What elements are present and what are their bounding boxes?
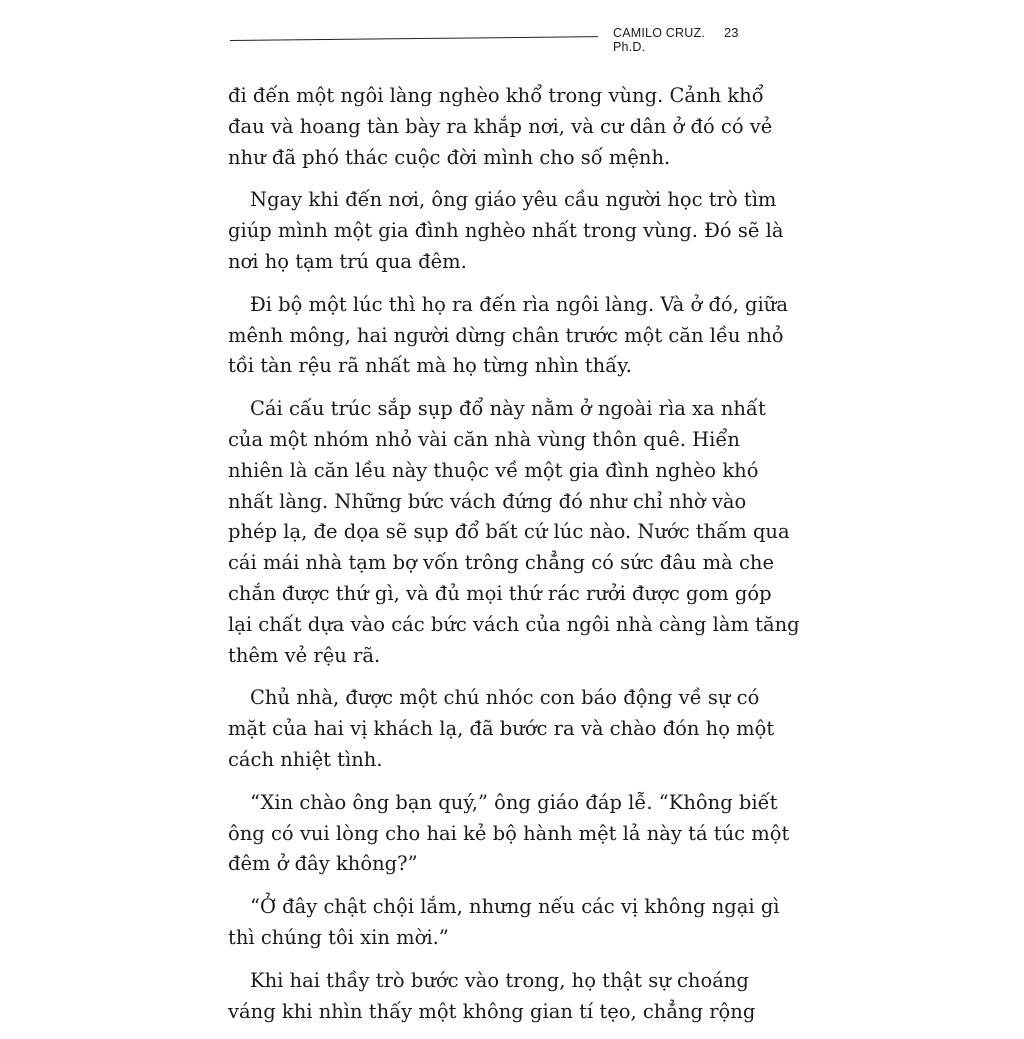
- text-line: thì chúng tôi xin mời.”: [228, 925, 449, 949]
- page-number: 23: [724, 25, 739, 40]
- text-line: phép lạ, đe dọa sẽ sụp đổ bất cứ lúc nào. Nước thấm qua: [228, 520, 790, 544]
- text-line: Ngay khi đến nơi, ông giáo yêu cầu người học trò tìm: [250, 188, 777, 212]
- text-line: thêm vẻ rệu rã.: [228, 643, 381, 667]
- text-line: Chủ nhà, được một chú nhóc con báo động về sự có: [250, 686, 760, 710]
- text-line: mặt của hai vị khách lạ, đã bước ra và chào đón họ một: [228, 717, 775, 741]
- header-rule: [230, 36, 598, 41]
- paragraph: [228, 788, 790, 880]
- header-author: CAMILO CRUZ. Ph.D.: [613, 26, 705, 54]
- paragraph: [228, 290, 788, 382]
- paragraph: [228, 892, 780, 954]
- text-line: tồi tàn rệu rã nhất mà họ từng nhìn thấy.: [228, 354, 632, 378]
- text-line: Cái cấu trúc sắp sụp đổ này nằm ở ngoài rìa xa nhất: [250, 397, 766, 421]
- text-line: cái mái nhà tạm bợ vốn trông chẳng có sức đâu mà che: [228, 551, 774, 575]
- text-line: váng khi nhìn thấy một không gian tí tẹo, chẳng rộng: [228, 999, 756, 1023]
- paragraph: [228, 966, 756, 1028]
- text-line: cách nhiệt tình.: [228, 747, 383, 771]
- text-line: giúp mình một gia đình nghèo nhất trong vùng. Đó sẽ là: [228, 219, 784, 243]
- paragraph: [228, 185, 784, 277]
- running-header: [230, 22, 740, 52]
- text-line: “Ở đây chật chội lắm, nhưng nếu các vị không ngại gì: [250, 895, 780, 919]
- text-line: nơi họ tạm trú qua đêm.: [228, 249, 467, 273]
- text-line: Khi hai thầy trò bước vào trong, họ thật sự choáng: [250, 968, 749, 992]
- text-line: lại chất dựa vào các bức vách của ngôi nhà càng làm tăng: [228, 612, 800, 636]
- text-line: nhiên là căn lều này thuộc về một gia đình nghèo khó: [228, 458, 759, 482]
- paragraph: [228, 394, 800, 671]
- text-line: của một nhóm nhỏ vài căn nhà vùng thôn quê. Hiển: [228, 427, 740, 451]
- text-line: nhất làng. Những bức vách đứng đó như chỉ nhờ vào: [228, 489, 747, 513]
- text-line: mênh mông, hai người dừng chân trước một căn lều nhỏ: [228, 323, 784, 347]
- text-line: “Xin chào ông bạn quý,” ông giáo đáp lễ. “Không biết: [250, 790, 778, 814]
- text-line: như đã phó thác cuộc đời mình cho số mệnh.: [228, 145, 671, 169]
- text-line: đi đến một ngôi làng nghèo khổ trong vùng. Cảnh khổ: [228, 84, 764, 107]
- paragraph: [228, 81, 773, 173]
- paragraph: [228, 683, 775, 775]
- text-line: đau và hoang tàn bày ra khắp nơi, và cư dân ở đó có vẻ: [228, 114, 773, 138]
- text-line: đêm ở đây không?”: [228, 852, 418, 876]
- body-text: [228, 81, 800, 1039]
- text-line: Đi bộ một lúc thì họ ra đến rìa ngôi làng. Và ở đó, giữa: [250, 292, 788, 316]
- text-line: ông có vui lòng cho hai kẻ bộ hành mệt lả này tá túc một: [228, 821, 790, 845]
- text-line: chắn được thứ gì, và đủ mọi thứ rác rưởi được gom góp: [228, 581, 772, 605]
